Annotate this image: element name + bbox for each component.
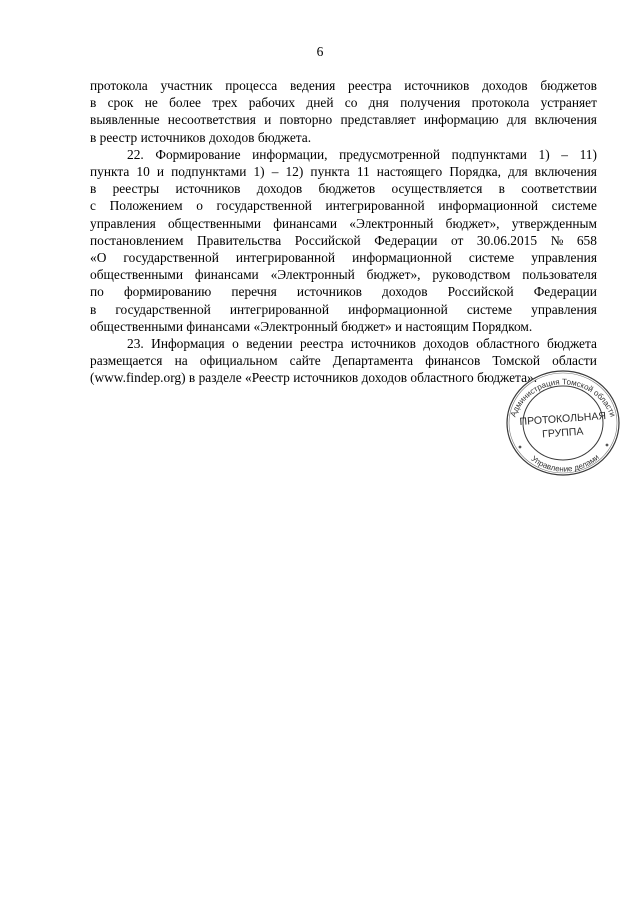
stamp-outer-textpath: Администрация Томской области [508, 377, 618, 419]
text-line: в реестры источников доходов бюджетов осуществляется в соответствии [90, 181, 597, 197]
text-line: по формированию перечня источников доходов Российской Федерации [90, 284, 597, 300]
text-line: общественными финансами «Электронный бюджет» и настоящим Порядком. [90, 318, 533, 334]
text-line: управления общественными финансами «Электронный бюджет», утвержденным [90, 215, 597, 231]
text-line: в срок не более трех рабочих дней со дня получения протокола устраняет [90, 95, 597, 111]
page-number: 6 [316, 44, 324, 59]
text-line: в реестр источников доходов бюджета. [90, 129, 312, 145]
text-line: 23. Информация о ведении реестра источников доходов областного бюджета [127, 336, 597, 352]
paragraph-p-22 [90, 146, 597, 335]
text-line: (www.findep.org) в разделе «Реестр источников доходов областного бюджета». [90, 370, 538, 386]
text-line: выявленные несоответствия и повторно представляет информацию для включения [90, 112, 597, 128]
stamp-inner-line2: ГРУППА [541, 425, 584, 441]
stamp-bottom-textpath: Управление делами [529, 452, 601, 474]
text-line: в государственной интегрированной информационной системе управления [90, 301, 597, 317]
stamp-inner-line1: ПРОТОКОЛЬНАЯ [519, 410, 607, 429]
text-line: с Положением о государственной интегрированной информационной системе [90, 198, 597, 214]
official-stamp [500, 365, 626, 480]
text-line: размещается на официальном сайте Департамента финансов Томской области [90, 353, 597, 369]
document-body [90, 77, 597, 387]
text-line: 22. Формирование информации, предусмотренной подпунктами 1) – 11) [127, 146, 597, 162]
text-line: пункта 10 и подпунктами 1) – 12) пункта 11 настоящего Порядка, для включения [90, 164, 597, 180]
text-line: постановлением Правительства Российской Федерации от 30.06.2015 № 658 [90, 232, 597, 248]
paragraph-p-continued [90, 77, 597, 146]
text-line: протокола участник процесса ведения реестра источников доходов бюджетов [90, 78, 597, 93]
text-line: общественными финансами «Электронный бюджет», руководством пользователя [90, 267, 597, 283]
text-line: «О государственной интегрированной информационной системе управления [90, 250, 597, 266]
